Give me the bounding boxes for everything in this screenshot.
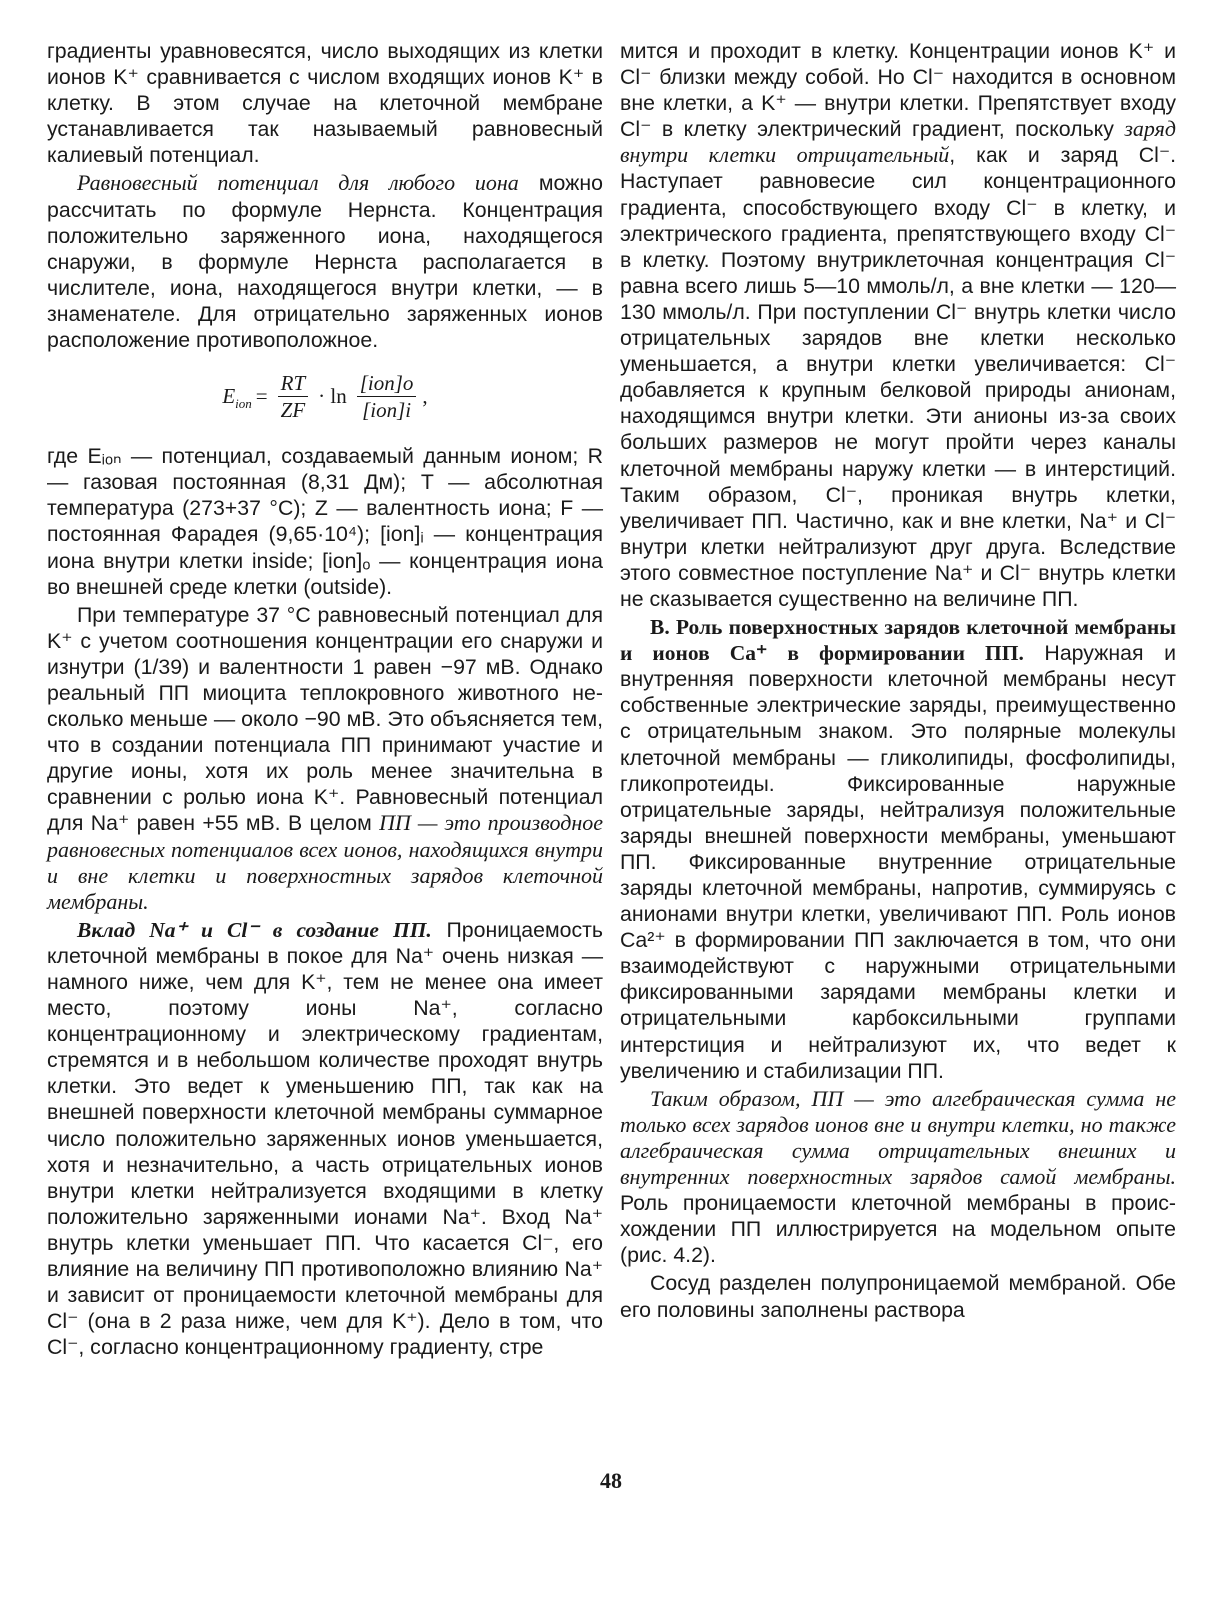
formula-ln-operator: · ln — [318, 384, 347, 409]
paragraph-nernst-intro — [47, 170, 603, 353]
formula-fraction-rt-zf — [278, 370, 309, 423]
section-heading-na-cl: Вклад Na⁺ и Cl⁻ в создание ПП. — [77, 917, 432, 942]
formula-fraction-concentration — [357, 370, 417, 423]
section-heading-surface-charges: В. Роль поверхностных зарядов клеточной мембраны и ионов Ca⁺ в формировании ПП. — [620, 615, 1176, 666]
paragraph-na-cl-contribution — [47, 917, 603, 1361]
paragraph-cl-text-a: мится и проходит в клетку. Концентрации ионов K⁺ и Cl⁻ близки между собой. Но Cl⁻ находится в основном вне клетки, а K⁺ — внутри клетки. Препятствует входу Cl⁻ в клетку электрический градиент, поскольку — [620, 39, 1176, 142]
paragraph-conclusion-text: Роль проницаемости клеточной мембраны в происхождении ПП иллюстрируется на модельном опыте (рис. 4.2). — [620, 1191, 1176, 1268]
paragraph-surface-charges-text: Наружная и внутренняя поверхности клеточной мембраны несут собственные электрические заряды, преимущественно с отрицательным знаком. Это полярные молекулы клеточной мембраны — гликолипиды, фосфолипиды, гликопротеиды. Фиксированные наружные отрицательные заряды, нейтрализуя положительные заряды внешней поверхности мембраны, уменьшают ПП. Фиксированные внутренние отрицательные заряды клеточной мембраны, напротив, суммируясь с анионами внутри клетки, увеличивают ПП. Роль ионов Ca²⁺ в формировании ПП заключается в том, что они взаимодействуют с наружными отрицательными фиксированными зарядами мембраны клетки и отрицательными карбоксильными группами интерстиция и нейтрализуют их, что ведет к увеличению и стабилизации ПП. — [620, 641, 1176, 1083]
italic-algebraic-sum: Таким образом, ПП — это алгебраическая сумма не только всех зарядов ионов вне и внутри клетки, но также алгебраическая сумма отрицательных внешних и внутренних поверхностных зарядов самой мембраны. — [620, 1085, 1176, 1190]
left-column — [47, 38, 603, 1362]
paragraph-temperature — [47, 602, 603, 915]
paragraph-na-cl-text: Проницаемость клеточной мембраны в покое для Na⁺ очень низкая — намного ниже, чем для K⁺, тем не менее она имеет место, поэтому ионы Na⁺, согласно концентрационному и электрическому градиентам, стремятся и в небольшом количестве проходят внутрь клетки. Это ведет к уменьшению ПП, так как на внешней поверхности клеточной мембраны суммарное число положительно заряженных ионов уменьшается, хотя и незначительно, а часть отрицательных ионов внутри клетки нейтрализуется входящими в клетку положительно заряженными ионами Na⁺. Вход Na⁺ внутрь клетки уменьшает ПП. Что касается Cl⁻, его влияние на величину ПП противоположно влиянию Na⁺ и зависит от проницаемости клеточной мембраны для Cl⁻ (она в 2 раза ниже, чем для K⁺). Дело в том, что Cl⁻, согласно концентрационному градиенту, стре — [47, 917, 603, 1360]
paragraph-conclusion — [620, 1086, 1176, 1269]
formula-numerator-rt: RT — [278, 370, 309, 397]
paragraph-potassium-equilibrium: градиенты уравновесятся, число выходящих из клетки ионов K⁺ сравнивается с числом входящих ионов K⁺ в клетку. В этом случае на клеточной мембране устанавливается так называемый равновесный калиевый потенциал. — [47, 39, 603, 168]
formula-equals: = — [255, 384, 268, 409]
paragraph-temperature-text: При температуре 37 °C равновесный потенциал для K⁺ с учетом соотношения концентрации его снаружи и изнутри (1/39) и валентности 1 равен −97 мВ. Однако реальный ПП миоцита теплокровного животного несколько меньше — около −90 мВ. Это объясняется тем, что в создании потенциала ПП принимают участие и другие ионы, хотя их роль менее значительна в сравнении с ролью иона K⁺. Равновесный потенциал для Na⁺ равен +55 мВ. В целом — [47, 602, 603, 836]
paragraph-surface-charges — [620, 614, 1176, 1084]
paragraph-cl-continuation — [620, 38, 1176, 612]
formula-denominator-inside: [ion]i — [362, 397, 412, 422]
formula-denominator-zf: ZF — [280, 397, 306, 422]
italic-pp-derivative: ПП — это производное равновесных потенциалов всех ионов, находящихся внутри и вне клетки и поверхностных зарядов клеточной мембраны. — [47, 810, 604, 914]
formula-lhs: $E_{ion}$ — [222, 384, 252, 412]
paragraph-formula-legend: где Eᵢₒₙ — потенциал, создаваемый данным ионом; R — газовая постоянная (8,31 Дм); T — абсолютная температура (273+37 °C); Z — валентность иона; F — постоянная Фарадея (9,65·10⁴); [ion]ᵢ — концентрация иона внутри клетки inside; [ion]ₒ — концентрация иона во внешней среде клетки (outside). — [47, 444, 603, 599]
formula-trailing-comma: , — [422, 384, 428, 409]
italic-term-equilibrium-potential: Равновесный потенциал для любого иона — [77, 170, 519, 196]
italic-negative-charge: заряд внутри клетки отрицательный — [620, 116, 1176, 168]
paragraph-nernst-text: можно рассчитать по формуле Нернста. Концентрация положительно заряженного иона, находящегося снаружи, в формуле Нернста располагается в числителе, иона, находящегося внутри клетки, — в знаменателе. Для отрицательно заряженных ионов расположение противоположное. — [47, 171, 603, 353]
right-column — [620, 38, 1176, 1325]
page-number: 48 — [600, 1468, 622, 1493]
nernst-formula — [47, 357, 603, 435]
formula-numerator-outside: [ion]o — [357, 370, 417, 397]
paragraph-vessel: Сосуд разделен полупроницаемой мембраной. Обе его половины заполнены раствора — [620, 1271, 1176, 1322]
paragraph-cl-text-b: , как и заряд Cl⁻. Наступает равновесие сил концентрационного градиента, способствующего входу Cl⁻ в клетку, и электрического градиента, препятствующего входу Cl⁻ в клетку. Поэтому внутриклеточная концентрация Cl⁻ равна всего лишь 5—10 ммоль/л, а вне клетки — 120—130 ммоль/л. При поступлении Cl⁻ внутрь клетки число отрицательных зарядов вне клетки несколько уменьшается, а внутри клетки увеличивается: Cl⁻ добавляется к крупным белковой природы анионам, находящимся внутри клетки. Эти анионы из-за своих больших размеров не могут пройти через каналы клеточной мембраны наружу клетки — в интерстиций. Таким образом, Cl⁻, проникая внутрь клетки, увеличивает ПП. Частично, как и вне клетки, Na⁺ и Cl⁻ внутри клетки нейтрализуют друг друга. Вследствие этого совместное поступление Na⁺ и Cl⁻ внутрь клетки не сказывается существенно на величине ПП. — [620, 143, 1177, 611]
